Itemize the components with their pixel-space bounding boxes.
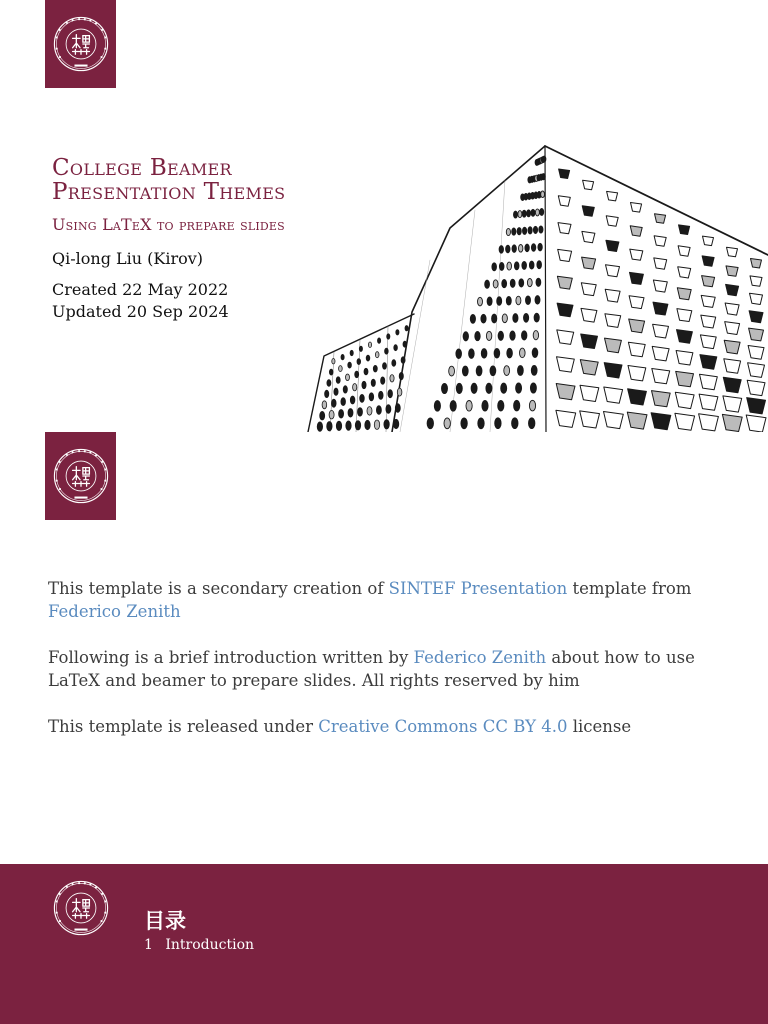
intro-paragraph-2 <box>48 647 708 692</box>
presentation-subtitle: Using LaTeX to prepare slides <box>52 215 285 234</box>
title-line-2: Presentation Themes <box>52 179 286 205</box>
p3-text-start: This template is released under <box>48 717 319 736</box>
university-logo <box>45 0 116 88</box>
intro-slide <box>0 432 768 864</box>
updated-date: Updated 20 Sep 2024 <box>52 302 229 321</box>
p2-text-end: about how to use LaTeX and beamer to prepare slides. All rights reserved by him <box>48 648 695 690</box>
p2-text-start: Following is a brief introduction written by <box>48 648 414 667</box>
p3-text-end: license <box>567 717 632 736</box>
creative-commons-link[interactable]: Creative Commons CC BY 4.0 <box>318 717 568 736</box>
toc-item-number: 1 <box>144 937 153 953</box>
toc-item-introduction[interactable] <box>144 936 254 954</box>
federico-zenith-link[interactable]: Federico Zenith <box>413 648 547 667</box>
university-seal-icon <box>53 448 109 504</box>
university-logo <box>45 432 116 520</box>
university-logo <box>45 864 116 952</box>
building-illustration <box>300 140 768 432</box>
intro-paragraph-1 <box>48 578 708 623</box>
title-line-1: College Beamer <box>52 155 232 181</box>
university-seal-icon <box>53 16 109 72</box>
created-date: Created 22 May 2022 <box>52 280 229 299</box>
p1-text-middle: template from <box>567 579 692 598</box>
university-seal-icon <box>53 880 109 936</box>
sintef-presentation-link[interactable]: SINTEF Presentation <box>388 579 568 598</box>
intro-paragraph-3 <box>48 716 708 739</box>
toc-title: 目录 <box>144 909 186 933</box>
presentation-title <box>52 156 285 204</box>
p1-text-start: This template is a secondary creation of <box>48 579 389 598</box>
federico-zenith-link[interactable]: Federico Zenith <box>48 601 181 621</box>
toc-item-label: Introduction <box>165 937 255 953</box>
toc-slide <box>0 864 768 1024</box>
author-name: Qi-long Liu (Kirov) <box>52 249 204 268</box>
title-slide <box>0 0 768 432</box>
